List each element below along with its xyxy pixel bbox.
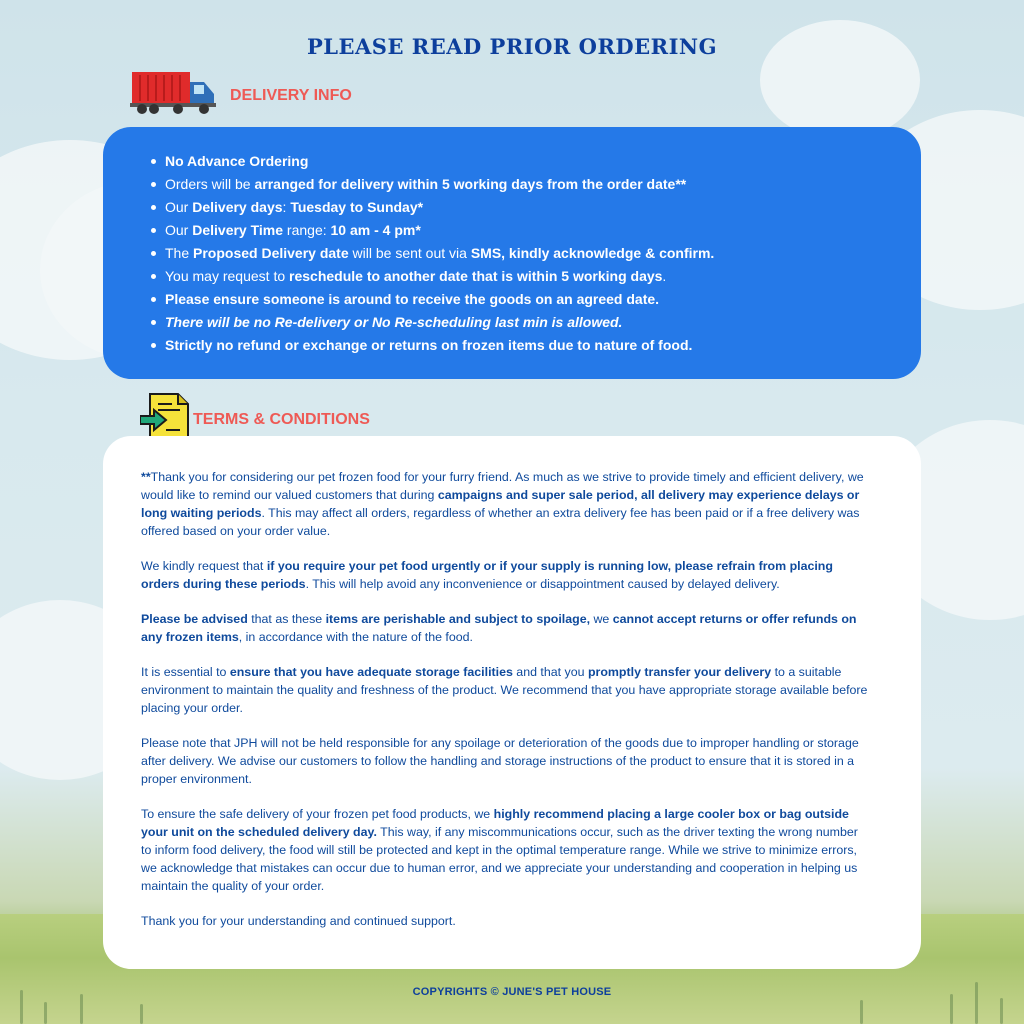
terms-paragraph [141, 912, 869, 930]
body-text: . This will help avoid any inconvenience or disappointment caused by delayed delivery. [305, 577, 780, 591]
body-text: that as these [247, 612, 326, 626]
emphasis-text: SMS, kindly acknowledge & confirm. [470, 245, 715, 261]
delivery-info-item [151, 219, 881, 242]
body-text: : [282, 199, 291, 215]
body-text: To ensure the safe delivery of your frozen pet food products, we [141, 807, 494, 821]
truck-icon [130, 70, 218, 116]
emphasis-text: promptly transfer your delivery [587, 665, 772, 679]
grass-blade [140, 1004, 143, 1024]
body-text: Thank you for your understanding and continued support. [141, 914, 456, 928]
body-text: This way, if any miscommunications occur, such as the driver texting the wrong number to inform food delivery, the food will still be protected and kept in the optimal temperature range. While we strive to minimize errors, we acknowledge that mistakes can occur due to human error, and we appreciate your understanding and cooperation in helping us maintain the quality of your order. [141, 825, 858, 893]
terms-paragraph [141, 663, 869, 717]
body-text: Orders will be [165, 176, 255, 192]
terms-panel [103, 436, 921, 969]
terms-paragraph [141, 557, 869, 593]
body-text: You may request to [165, 268, 290, 284]
emphasis-text: No Advance Ordering [165, 153, 309, 169]
page-title: PLEASE READ PRIOR ORDERING [306, 34, 718, 59]
body-text: to a suitable environment to maintain the quality and freshness of the product. We recommend that you have appropriate storage available before placing your order. [141, 665, 868, 715]
grass-blade [950, 994, 953, 1024]
grass-blade [1000, 998, 1003, 1024]
body-text: . This may affect all orders, regardless of whether an extra delivery fee has been paid or if a free delivery was offered based on your order value. [141, 506, 860, 538]
terms-paragraph [141, 468, 869, 540]
delivery-info-item [151, 311, 881, 334]
body-text: will be sent out via [348, 245, 471, 261]
emphasis-text: Please ensure someone is around to receive the goods on an agreed date. [165, 291, 660, 307]
body-text: , in accordance with the nature of the food. [238, 630, 473, 644]
body-text: It is essential to [141, 665, 230, 679]
emphasis-text: arranged for delivery within 5 working days from the order date** [254, 176, 687, 192]
delivery-info-heading: DELIVERY INFO [230, 87, 352, 104]
document-arrow-icon [140, 392, 190, 442]
emphasis-text: if you require your pet food urgently or if your supply is running low, please refrain from placing orders during these periods [141, 559, 833, 591]
body-text: range: [283, 222, 331, 238]
delivery-info-panel [103, 127, 921, 379]
emphasis-text: items are perishable and subject to spoilage, [325, 612, 591, 626]
delivery-info-item [151, 196, 881, 219]
emphasis-text: Delivery Time [192, 222, 284, 238]
delivery-info-item [151, 173, 881, 196]
delivery-info-item [151, 265, 881, 288]
delivery-info-item [151, 150, 881, 173]
emphasis-text: Tuesday to Sunday* [290, 199, 424, 215]
emphasis-text: Please be advised [141, 612, 248, 626]
body-text: We kindly request that [141, 559, 267, 573]
copyright-footer: COPYRIGHTS © JUNE'S PET HOUSE [412, 986, 612, 998]
emphasis-text: ** [141, 470, 151, 484]
delivery-info-list [151, 150, 881, 357]
body-text: . [662, 268, 667, 284]
emphasis-text: 10 am - 4 pm* [330, 222, 421, 238]
body-text: we [590, 612, 613, 626]
body-text: Thank you for considering our pet frozen food for your furry friend. As much as we strive to provide timely and efficient delivery, we would like to remind our valued customers that during [141, 470, 864, 502]
body-text: The [165, 245, 194, 261]
emphasis-text: There will be no Re-delivery or No Re-scheduling last min is allowed. [165, 314, 623, 330]
grass-blade [860, 1000, 863, 1024]
terms-paragraph [141, 805, 869, 895]
grass-blade [80, 994, 83, 1024]
emphasis-text: Proposed Delivery date [193, 245, 349, 261]
emphasis-text: campaigns and super sale period, all delivery may experience delays or long waiting periods [141, 488, 860, 520]
body-text: Please note that JPH will not be held responsible for any spoilage or deterioration of the goods due to improper handling or storage after delivery. We advise our customers to follow the handling and storage instructions of the product to ensure that it is stored in a proper environment. [141, 736, 859, 786]
emphasis-text: Strictly no refund or exchange or returns on frozen items due to nature of food. [165, 337, 693, 353]
terms-paragraph [141, 610, 869, 646]
body-text: Our [165, 222, 193, 238]
grass-blade [44, 1002, 47, 1024]
delivery-info-item [151, 288, 881, 311]
terms-heading: TERMS & CONDITIONS [193, 411, 370, 428]
emphasis-text: reschedule to another date that is within 5 working days [289, 268, 663, 284]
body-text: Our [165, 199, 193, 215]
delivery-info-item [151, 242, 881, 265]
terms-paragraph [141, 734, 869, 788]
delivery-info-item [151, 334, 881, 357]
emphasis-text: Delivery days [192, 199, 283, 215]
emphasis-text: cannot accept returns or offer refunds on any frozen items [141, 612, 857, 644]
emphasis-text: highly recommend placing a large cooler box or bag outside your unit on the scheduled delivery day. [141, 807, 849, 839]
emphasis-text: ensure that you have adequate storage facilities [229, 665, 513, 679]
body-text: and that you [512, 665, 588, 679]
